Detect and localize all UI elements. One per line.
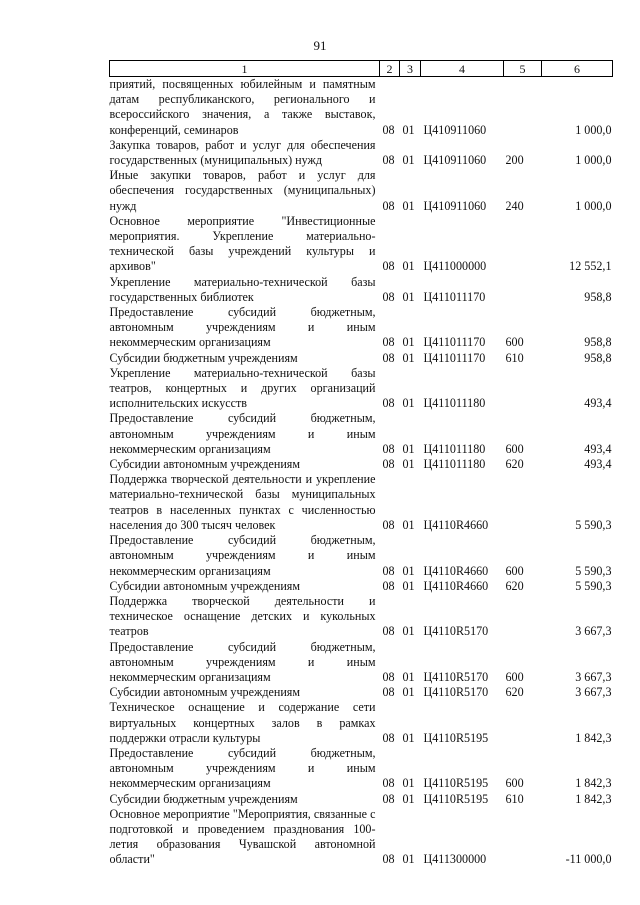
target-article-code: Ц411300000 (423, 852, 487, 867)
item-name: Предоставление субсидий бюджетным, автономным учреждениям и иным некоммерческим организациям (109, 411, 376, 456)
item-name: Предоставление субсидий бюджетным, автономным учреждениям и иным некоммерческим организациям (109, 533, 376, 578)
item-name: Поддержка творческой деятельности и техническое оснащение детских и кукольных театров (109, 593, 376, 639)
section-code: 08 (382, 289, 395, 304)
amount: 5 590,3 (575, 563, 612, 578)
item-name: Субсидии автономным учреждениям (109, 685, 301, 700)
section-code: 08 (382, 457, 395, 472)
amount: 1 000,0 (575, 153, 612, 168)
subsection-code: 01 (402, 578, 415, 593)
column-number-header (110, 61, 613, 77)
item-name: Укрепление материально-технической базы государственных библиотек (109, 274, 376, 304)
section-code: 08 (382, 441, 395, 456)
subsection-code: 01 (402, 669, 415, 684)
amount: 5 590,3 (575, 517, 612, 532)
subsection-code: 01 (402, 852, 415, 867)
expense-type-code (504, 807, 542, 868)
subsection-code: 01 (402, 730, 415, 745)
expense-type-code: 200 (505, 153, 524, 168)
item-name: Основное мероприятие "Мероприятия, связанные с подготовкой и проведением празднования 100-летия образования Чувашской автономной области" (109, 806, 376, 867)
item-name: Основное мероприятие "Инвестиционные мероприятия. Укрепление материально-технической базы учреждений культуры и архивов" (109, 213, 376, 274)
subsection-code: 01 (402, 289, 415, 304)
section-code: 08 (382, 122, 395, 137)
item-name: Субсидии автономным учреждениям (109, 578, 301, 593)
item-name: Техническое оснащение и содержание сети виртуальных концертных залов в рамках поддержки отрасли культуры (109, 700, 376, 745)
column-header-6: 6 (542, 61, 613, 77)
expense-type-code: 610 (505, 791, 524, 806)
expense-type-code: 620 (505, 457, 524, 472)
target-article-code: Ц411011170 (423, 289, 486, 304)
expense-type-code: 600 (505, 441, 524, 456)
subsection-code: 01 (402, 153, 415, 168)
subsection-code: 01 (402, 198, 415, 213)
item-name: Иные закупки товаров, работ и услуг для обеспечения государственных (муниципальных) нужд (109, 168, 376, 213)
expense-type-code: 610 (505, 350, 524, 365)
table-row (110, 579, 613, 594)
amount: 1 842,3 (575, 776, 612, 791)
target-article-code: Ц4110R4660 (423, 517, 489, 532)
expense-type-code (504, 366, 542, 412)
amount: 5 590,3 (575, 578, 612, 593)
section-code: 08 (382, 578, 395, 593)
column-header-1: 1 (110, 61, 380, 77)
subsection-code: 01 (402, 259, 415, 274)
expense-type-code: 620 (505, 578, 524, 593)
column-header-4: 4 (421, 61, 504, 77)
item-name: Поддержка творческой деятельности и укрепление материально-технической базы муниципальных театров в населенных пунктах с численностью населения до 300 тысяч человек (109, 472, 376, 532)
amount: 493,4 (584, 396, 612, 411)
expense-type-code: 240 (505, 198, 524, 213)
subsection-code: 01 (402, 396, 415, 411)
page-number: 91 (313, 38, 327, 53)
table-row (110, 472, 613, 533)
target-article-code: Ц411011180 (423, 396, 486, 411)
column-header-3: 3 (400, 61, 421, 77)
expense-type-code: 600 (505, 669, 524, 684)
section-code: 08 (382, 563, 395, 578)
section-code: 08 (382, 624, 395, 639)
budget-table (109, 60, 613, 868)
section-code: 08 (382, 259, 395, 274)
subsection-code: 01 (402, 441, 415, 456)
target-article-code: Ц411011180 (423, 457, 486, 472)
amount: 3 667,3 (575, 685, 612, 700)
table-row (110, 746, 613, 792)
amount: 958,8 (584, 335, 612, 350)
target-article-code: Ц4110R5170 (423, 624, 489, 639)
table-row (110, 275, 613, 305)
table-row (110, 214, 613, 275)
amount: 3 667,3 (575, 624, 612, 639)
section-code: 08 (382, 669, 395, 684)
target-article-code: Ц411011170 (423, 335, 486, 350)
expense-type-code: 620 (505, 685, 524, 700)
amount: 958,8 (584, 350, 612, 365)
amount: 1 000,0 (575, 198, 612, 213)
section-code: 08 (382, 685, 395, 700)
subsection-code: 01 (402, 776, 415, 791)
item-name: Субсидии бюджетным учреждениям (109, 350, 298, 365)
table-row (110, 77, 613, 138)
item-name: Закупка товаров, работ и услуг для обеспечения государственных (муниципальных) нужд (109, 137, 376, 168)
column-header-5: 5 (504, 61, 542, 77)
target-article-code: Ц410911060 (423, 122, 487, 137)
section-code: 08 (382, 517, 395, 532)
target-article-code: Ц411000000 (423, 259, 487, 274)
expense-type-code (504, 700, 542, 746)
section-code: 08 (382, 791, 395, 806)
target-article-code: Ц410911060 (423, 153, 487, 168)
section-code: 08 (382, 730, 395, 745)
subsection-code: 01 (402, 517, 415, 532)
item-name: Субсидии бюджетным учреждениям (109, 791, 298, 806)
table-row (110, 168, 613, 214)
expense-type-code (504, 594, 542, 640)
target-article-code: Ц4110R5195 (423, 776, 489, 791)
table-row (110, 138, 613, 168)
amount: 3 667,3 (575, 669, 612, 684)
item-name: Субсидии автономным учреждениям (109, 457, 301, 472)
expense-type-code: 600 (505, 776, 524, 791)
expense-type-code (504, 472, 542, 533)
table-row (110, 411, 613, 457)
table-row (110, 366, 613, 412)
table-row (110, 594, 613, 640)
table-row (110, 305, 613, 351)
item-name: Предоставление субсидий бюджетным, автономным учреждениям и иным некоммерческим организациям (109, 305, 376, 350)
target-article-code: Ц411011180 (423, 441, 486, 456)
expense-type-code: 600 (505, 335, 524, 350)
column-header-2: 2 (380, 61, 400, 77)
amount: 1 842,3 (575, 791, 612, 806)
table-row (110, 457, 613, 472)
target-article-code: Ц411011170 (423, 350, 486, 365)
table-body (110, 77, 613, 868)
table-row (110, 685, 613, 700)
subsection-code: 01 (402, 335, 415, 350)
section-code: 08 (382, 335, 395, 350)
item-name: Предоставление субсидий бюджетным, автономным учреждениям и иным некоммерческим организациям (109, 639, 376, 684)
amount: 958,8 (584, 289, 612, 304)
expense-type-code: 600 (505, 563, 524, 578)
table-row (110, 640, 613, 686)
section-code: 08 (382, 198, 395, 213)
target-article-code: Ц4110R4660 (423, 563, 489, 578)
amount: -11 000,0 (565, 852, 612, 867)
subsection-code: 01 (402, 563, 415, 578)
table-row (110, 792, 613, 807)
expense-type-code (504, 275, 542, 305)
subsection-code: 01 (402, 350, 415, 365)
section-code: 08 (382, 153, 395, 168)
target-article-code: Ц4110R5195 (423, 791, 489, 806)
section-code: 08 (382, 396, 395, 411)
target-article-code: Ц4110R5195 (423, 730, 489, 745)
subsection-code: 01 (402, 624, 415, 639)
subsection-code: 01 (402, 791, 415, 806)
table-row (110, 807, 613, 868)
table-row (110, 700, 613, 746)
subsection-code: 01 (402, 457, 415, 472)
amount: 1 842,3 (575, 730, 612, 745)
target-article-code: Ц4110R4660 (423, 578, 489, 593)
table-row (110, 351, 613, 366)
expense-type-code (504, 214, 542, 275)
target-article-code: Ц4110R5170 (423, 669, 489, 684)
subsection-code: 01 (402, 685, 415, 700)
table-row (110, 533, 613, 579)
amount: 1 000,0 (575, 122, 612, 137)
expense-type-code (504, 77, 542, 138)
subsection-code: 01 (402, 122, 415, 137)
item-name: приятий, посвященных юбилейным и памятным датам республиканского, регионального и всероссийского значения, а также выставок, конференций, семинаров (109, 77, 376, 137)
amount: 12 552,1 (569, 259, 612, 274)
item-name: Укрепление материально-технической базы театров, концертных и других организаций исполнительских искусств (109, 365, 376, 411)
amount: 493,4 (584, 441, 612, 456)
section-code: 08 (382, 350, 395, 365)
item-name: Предоставление субсидий бюджетным, автономным учреждениям и иным некоммерческим организациям (109, 745, 376, 791)
target-article-code: Ц410911060 (423, 198, 487, 213)
section-code: 08 (382, 852, 395, 867)
section-code: 08 (382, 776, 395, 791)
target-article-code: Ц4110R5170 (423, 685, 489, 700)
amount: 493,4 (584, 457, 612, 472)
